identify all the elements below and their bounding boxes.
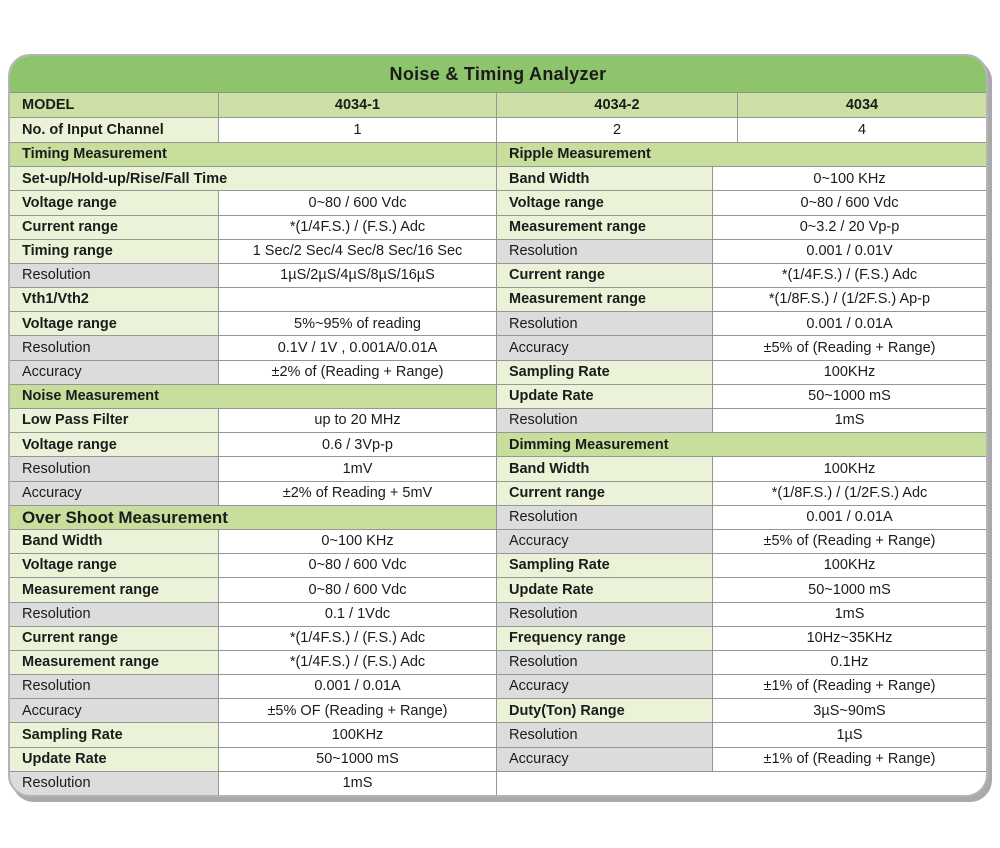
spec-label: Resolution [10,457,218,480]
spec-value: *(1/4F.S.) / (F.S.) Adc [219,627,496,650]
spec-value: 100KHz [713,554,986,577]
spec-value: ±5% of (Reading + Range) [713,530,986,553]
section-header: Ripple Measurement [497,143,986,166]
spec-label: Resolution [497,603,712,626]
spec-label: Band Width [497,457,712,480]
spec-value: ±2% of Reading + 5mV [219,482,496,505]
spec-value: 0.1Hz [713,651,986,674]
spec-label: Duty(Ton) Range [497,699,712,722]
spec-value: 0.001 / 0.01V [713,240,986,263]
spec-value: 0.001 / 0.01A [219,675,496,698]
spec-value: 50~1000 mS [713,385,986,408]
spec-value: 0.1V / 1V , 0.001A/0.01A [219,336,496,359]
spec-label: Update Rate [497,385,712,408]
spec-label: Voltage range [10,191,218,214]
spec-value: 10Hz~35KHz [713,627,986,650]
title-bar [10,56,986,93]
spec-value: 0~80 / 600 Vdc [219,578,496,601]
spec-label: Voltage range [10,433,218,456]
spec-label: Resolution [497,723,712,746]
spec-span-row: Set-up/Hold-up/Rise/Fall Time [10,167,496,190]
spec-value: 1mS [713,409,986,432]
spec-value: 0~100 KHz [713,167,986,190]
spec-value: 0~80 / 600 Vdc [713,191,986,214]
spec-label: Current range [10,216,218,239]
spec-value: 100KHz [219,723,496,746]
spec-label: Resolution [10,675,218,698]
spec-value: 50~1000 mS [713,578,986,601]
model-header-label: MODEL [10,93,218,117]
spec-label: Current range [10,627,218,650]
spec-value: ±1% of (Reading + Range) [713,675,986,698]
spec-label: Vth1/Vth2 [10,288,218,311]
input-channel-value-1: 1 [219,118,496,142]
model-header-4034-2: 4034-2 [497,93,737,117]
spec-value: 1µS [713,723,986,746]
spec-label: Measurement range [10,651,218,674]
spec-label: Update Rate [10,748,218,771]
spec-value: 50~1000 mS [219,748,496,771]
spec-label: Accuracy [10,482,218,505]
spec-value: 0.001 / 0.01A [713,312,986,335]
empty-cell [497,772,986,795]
spec-label: Resolution [10,264,218,287]
spec-label: Voltage range [497,191,712,214]
spec-label: Voltage range [10,312,218,335]
spec-label: Resolution [10,336,218,359]
spec-label: Resolution [497,409,712,432]
spec-value: *(1/8F.S.) / (1/2F.S.) Ap-p [713,288,986,311]
spec-label: Update Rate [497,578,712,601]
spec-value: 1mS [219,772,496,795]
spec-label: Resolution [497,240,712,263]
spec-label: Sampling Rate [10,723,218,746]
spec-value: 5%~95% of reading [219,312,496,335]
spec-value: 0~80 / 600 Vdc [219,191,496,214]
spec-value: *(1/8F.S.) / (1/2F.S.) Adc [713,482,986,505]
spec-value: *(1/4F.S.) / (F.S.) Adc [219,651,496,674]
spec-label: Measurement range [497,288,712,311]
spec-value: 0.001 / 0.01A [713,506,986,529]
section-header: Noise Measurement [10,385,496,408]
spec-label: Accuracy [497,675,712,698]
spec-value: ±2% of (Reading + Range) [219,361,496,384]
spec-label: Resolution [497,506,712,529]
spec-label: Resolution [10,772,218,795]
spec-label: Resolution [10,603,218,626]
spec-label: Accuracy [497,748,712,771]
spec-label: Measurement range [10,578,218,601]
spec-label: Resolution [497,312,712,335]
spec-label: Current range [497,264,712,287]
spec-value: 3µS~90mS [713,699,986,722]
spec-label: Timing range [10,240,218,263]
input-channel-value-3: 4 [738,118,986,142]
spec-value: 100KHz [713,457,986,480]
section-header: Dimming Measurement [497,433,986,456]
spec-label: Sampling Rate [497,554,712,577]
spec-label: Band Width [497,167,712,190]
spec-value: 1µS/2µS/4µS/8µS/16µS [219,264,496,287]
spec-value: up to 20 MHz [219,409,496,432]
spec-label: Accuracy [497,530,712,553]
spec-label: Band Width [10,530,218,553]
spec-value: ±5% of (Reading + Range) [713,336,986,359]
spec-value: 0~100 KHz [219,530,496,553]
spec-value: 0.6 / 3Vp-p [219,433,496,456]
spec-label: Sampling Rate [497,361,712,384]
model-header-4034: 4034 [738,93,986,117]
input-channel-value-2: 2 [497,118,737,142]
spec-table [10,142,986,795]
spec-value: 0~80 / 600 Vdc [219,554,496,577]
spec-label: Accuracy [497,336,712,359]
spec-label: Resolution [497,651,712,674]
input-channel-label: No. of Input Channel [10,118,218,142]
spec-value: *(1/4F.S.) / (F.S.) Adc [219,216,496,239]
spec-value: 0.1 / 1Vdc [219,603,496,626]
page-title: Noise & Timing Analyzer [389,63,607,84]
spec-label: Low Pass Filter [10,409,218,432]
spec-value: 0~3.2 / 20 Vp-p [713,216,986,239]
spec-value: *(1/4F.S.) / (F.S.) Adc [713,264,986,287]
spec-value [219,288,496,311]
section-header: Timing Measurement [10,143,496,166]
spec-label: Measurement range [497,216,712,239]
spec-value: ±1% of (Reading + Range) [713,748,986,771]
spec-value: 1 Sec/2 Sec/4 Sec/8 Sec/16 Sec [219,240,496,263]
spec-value: 1mS [713,603,986,626]
spec-label: Frequency range [497,627,712,650]
spec-value: 1mV [219,457,496,480]
spec-label: Accuracy [10,699,218,722]
spec-label: Voltage range [10,554,218,577]
section-header: Over Shoot Measurement [10,506,496,529]
model-header-4034-1: 4034-1 [219,93,496,117]
spec-label: Accuracy [10,361,218,384]
model-table [10,93,986,142]
spec-value: 100KHz [713,361,986,384]
spec-sheet-card [8,54,988,797]
spec-label: Current range [497,482,712,505]
spec-value: ±5% OF (Reading + Range) [219,699,496,722]
